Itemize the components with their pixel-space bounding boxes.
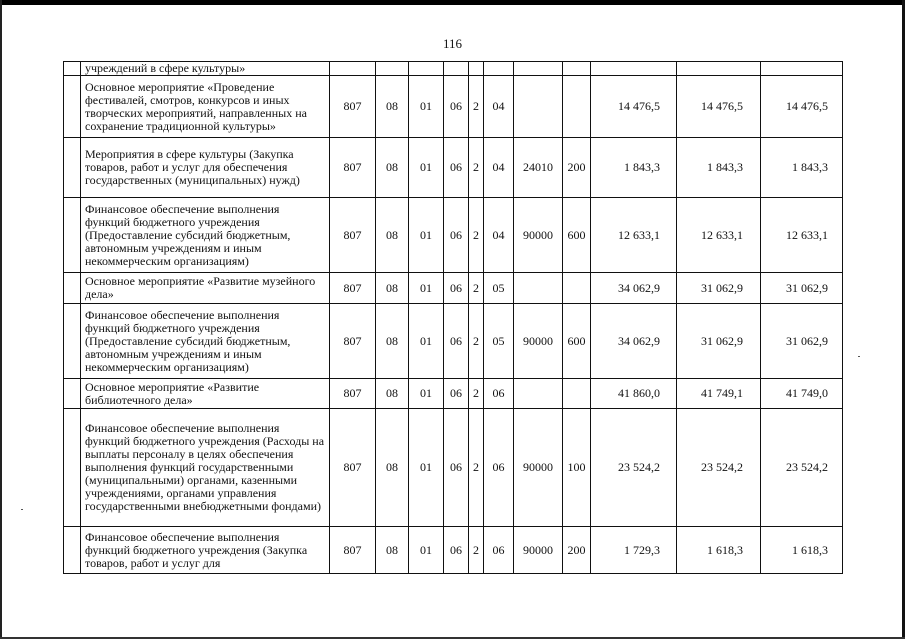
row-description: учреждений в сфере культуры» bbox=[81, 62, 330, 76]
direction-code: 90000 bbox=[514, 409, 563, 527]
subsection-code: 01 bbox=[409, 273, 444, 304]
row-description: Финансовое обеспечение выполнения функций бюджетного учреждения (Предоставление субсидий бюджетным, автономным учреждениям и иным некоммерческим организациям) bbox=[81, 304, 330, 379]
amount-year-2: 12 633,1 bbox=[677, 198, 761, 273]
section-code: 08 bbox=[376, 304, 409, 379]
program-code: 06 bbox=[444, 527, 469, 574]
table-row bbox=[64, 379, 843, 409]
subprogram-code: 2 bbox=[469, 138, 484, 198]
expense-type-code: 600 bbox=[563, 304, 591, 379]
subsection-code: 01 bbox=[409, 198, 444, 273]
table-row bbox=[64, 409, 843, 527]
table-row bbox=[64, 304, 843, 379]
scan-speck bbox=[858, 356, 860, 357]
row-number-cell bbox=[64, 379, 81, 409]
amount-year-1 bbox=[591, 62, 677, 76]
row-number-cell bbox=[64, 198, 81, 273]
subprogram-code: 2 bbox=[469, 379, 484, 409]
table-row bbox=[64, 198, 843, 273]
direction-code bbox=[514, 76, 563, 138]
row-description: Финансовое обеспечение выполнения функций бюджетного учреждения (Закупка товаров, работ и услуг для bbox=[81, 527, 330, 574]
subsection-code: 01 bbox=[409, 527, 444, 574]
admin-code: 807 bbox=[330, 76, 376, 138]
event-code: 05 bbox=[484, 273, 514, 304]
direction-code bbox=[514, 379, 563, 409]
event-code: 06 bbox=[484, 527, 514, 574]
table-row bbox=[64, 62, 843, 76]
amount-year-3: 1 618,3 bbox=[761, 527, 843, 574]
page-number: 116 bbox=[442, 36, 463, 51]
subsection-code: 01 bbox=[409, 379, 444, 409]
expense-type-code: 600 bbox=[563, 198, 591, 273]
section-code: 08 bbox=[376, 409, 409, 527]
amount-year-2 bbox=[677, 62, 761, 76]
amount-year-2: 1 618,3 bbox=[677, 527, 761, 574]
amount-year-1: 41 860,0 bbox=[591, 379, 677, 409]
subsection-code: 01 bbox=[409, 138, 444, 198]
row-number-cell bbox=[64, 76, 81, 138]
direction-code: 24010 bbox=[514, 138, 563, 198]
subsection-code: 01 bbox=[409, 76, 444, 138]
amount-year-1: 34 062,9 bbox=[591, 273, 677, 304]
row-description: Основное мероприятие «Развитие музейного дела» bbox=[81, 273, 330, 304]
program-code: 06 bbox=[444, 379, 469, 409]
subprogram-code: 2 bbox=[469, 198, 484, 273]
row-description: Основное мероприятие «Проведение фестивалей, смотров, конкурсов и иных творческих мероприятий, направленных на сохранение традиционной культуры» bbox=[81, 76, 330, 138]
admin-code bbox=[330, 62, 376, 76]
row-number-cell bbox=[64, 409, 81, 527]
program-code: 06 bbox=[444, 273, 469, 304]
subprogram-code bbox=[469, 62, 484, 76]
direction-code bbox=[514, 273, 563, 304]
expense-type-code: 200 bbox=[563, 527, 591, 574]
program-code: 06 bbox=[444, 76, 469, 138]
amount-year-3: 23 524,2 bbox=[761, 409, 843, 527]
event-code bbox=[484, 62, 514, 76]
subprogram-code: 2 bbox=[469, 76, 484, 138]
amount-year-1: 12 633,1 bbox=[591, 198, 677, 273]
event-code: 04 bbox=[484, 198, 514, 273]
scan-top-edge bbox=[0, 0, 905, 5]
amount-year-1: 34 062,9 bbox=[591, 304, 677, 379]
direction-code: 90000 bbox=[514, 304, 563, 379]
row-number-cell bbox=[64, 304, 81, 379]
program-code bbox=[444, 62, 469, 76]
program-code: 06 bbox=[444, 304, 469, 379]
admin-code: 807 bbox=[330, 527, 376, 574]
subprogram-code: 2 bbox=[469, 304, 484, 379]
row-description: Финансовое обеспечение выполнения функций бюджетного учреждения (Предоставление субсидий бюджетным, автономным учреждениям и иным некоммерческим организациям) bbox=[81, 198, 330, 273]
budget-table bbox=[63, 61, 843, 574]
amount-year-2: 31 062,9 bbox=[677, 273, 761, 304]
admin-code: 807 bbox=[330, 379, 376, 409]
direction-code: 90000 bbox=[514, 527, 563, 574]
amount-year-1: 23 524,2 bbox=[591, 409, 677, 527]
amount-year-2: 1 843,3 bbox=[677, 138, 761, 198]
event-code: 06 bbox=[484, 409, 514, 527]
row-number-cell bbox=[64, 273, 81, 304]
subprogram-code: 2 bbox=[469, 527, 484, 574]
amount-year-3: 41 749,0 bbox=[761, 379, 843, 409]
subsection-code: 01 bbox=[409, 409, 444, 527]
section-code bbox=[376, 62, 409, 76]
event-code: 05 bbox=[484, 304, 514, 379]
admin-code: 807 bbox=[330, 273, 376, 304]
section-code: 08 bbox=[376, 198, 409, 273]
scan-speck bbox=[21, 509, 23, 510]
table-row bbox=[64, 76, 843, 138]
program-code: 06 bbox=[444, 409, 469, 527]
expense-type-code bbox=[563, 379, 591, 409]
row-number-cell bbox=[64, 62, 81, 76]
table-row bbox=[64, 273, 843, 304]
row-number-cell bbox=[64, 527, 81, 574]
section-code: 08 bbox=[376, 379, 409, 409]
section-code: 08 bbox=[376, 527, 409, 574]
row-description: Мероприятия в сфере культуры (Закупка товаров, работ и услуг для обеспечения государственных (муниципальных) нужд) bbox=[81, 138, 330, 198]
event-code: 04 bbox=[484, 138, 514, 198]
table-row bbox=[64, 138, 843, 198]
event-code: 04 bbox=[484, 76, 514, 138]
amount-year-3: 31 062,9 bbox=[761, 273, 843, 304]
section-code: 08 bbox=[376, 76, 409, 138]
row-description: Основное мероприятие «Развитие библиотечного дела» bbox=[81, 379, 330, 409]
amount-year-3: 14 476,5 bbox=[761, 76, 843, 138]
amount-year-1: 14 476,5 bbox=[591, 76, 677, 138]
amount-year-3 bbox=[761, 62, 843, 76]
direction-code bbox=[514, 62, 563, 76]
row-number-cell bbox=[64, 138, 81, 198]
section-code: 08 bbox=[376, 138, 409, 198]
row-description: Финансовое обеспечение выполнения функций бюджетного учреждения (Расходы на выплаты персоналу в целях обеспечения выполнения функций государственными (муниципальными) органами, казенными учреждениями, органами управления государственными внебюджетными фондами) bbox=[81, 409, 330, 527]
subsection-code: 01 bbox=[409, 304, 444, 379]
amount-year-2: 41 749,1 bbox=[677, 379, 761, 409]
amount-year-2: 14 476,5 bbox=[677, 76, 761, 138]
section-code: 08 bbox=[376, 273, 409, 304]
subsection-code bbox=[409, 62, 444, 76]
table-row bbox=[64, 527, 843, 574]
expense-type-code bbox=[563, 76, 591, 138]
expense-type-code bbox=[563, 62, 591, 76]
amount-year-3: 12 633,1 bbox=[761, 198, 843, 273]
amount-year-2: 31 062,9 bbox=[677, 304, 761, 379]
scan-left-edge bbox=[0, 0, 2, 639]
admin-code: 807 bbox=[330, 304, 376, 379]
amount-year-3: 31 062,9 bbox=[761, 304, 843, 379]
expense-type-code bbox=[563, 273, 591, 304]
admin-code: 807 bbox=[330, 138, 376, 198]
amount-year-2: 23 524,2 bbox=[677, 409, 761, 527]
program-code: 06 bbox=[444, 138, 469, 198]
subprogram-code: 2 bbox=[469, 273, 484, 304]
event-code: 06 bbox=[484, 379, 514, 409]
amount-year-1: 1 729,3 bbox=[591, 527, 677, 574]
direction-code: 90000 bbox=[514, 198, 563, 273]
expense-type-code: 100 bbox=[563, 409, 591, 527]
expense-type-code: 200 bbox=[563, 138, 591, 198]
admin-code: 807 bbox=[330, 198, 376, 273]
program-code: 06 bbox=[444, 198, 469, 273]
admin-code: 807 bbox=[330, 409, 376, 527]
amount-year-3: 1 843,3 bbox=[761, 138, 843, 198]
amount-year-1: 1 843,3 bbox=[591, 138, 677, 198]
subprogram-code: 2 bbox=[469, 409, 484, 527]
